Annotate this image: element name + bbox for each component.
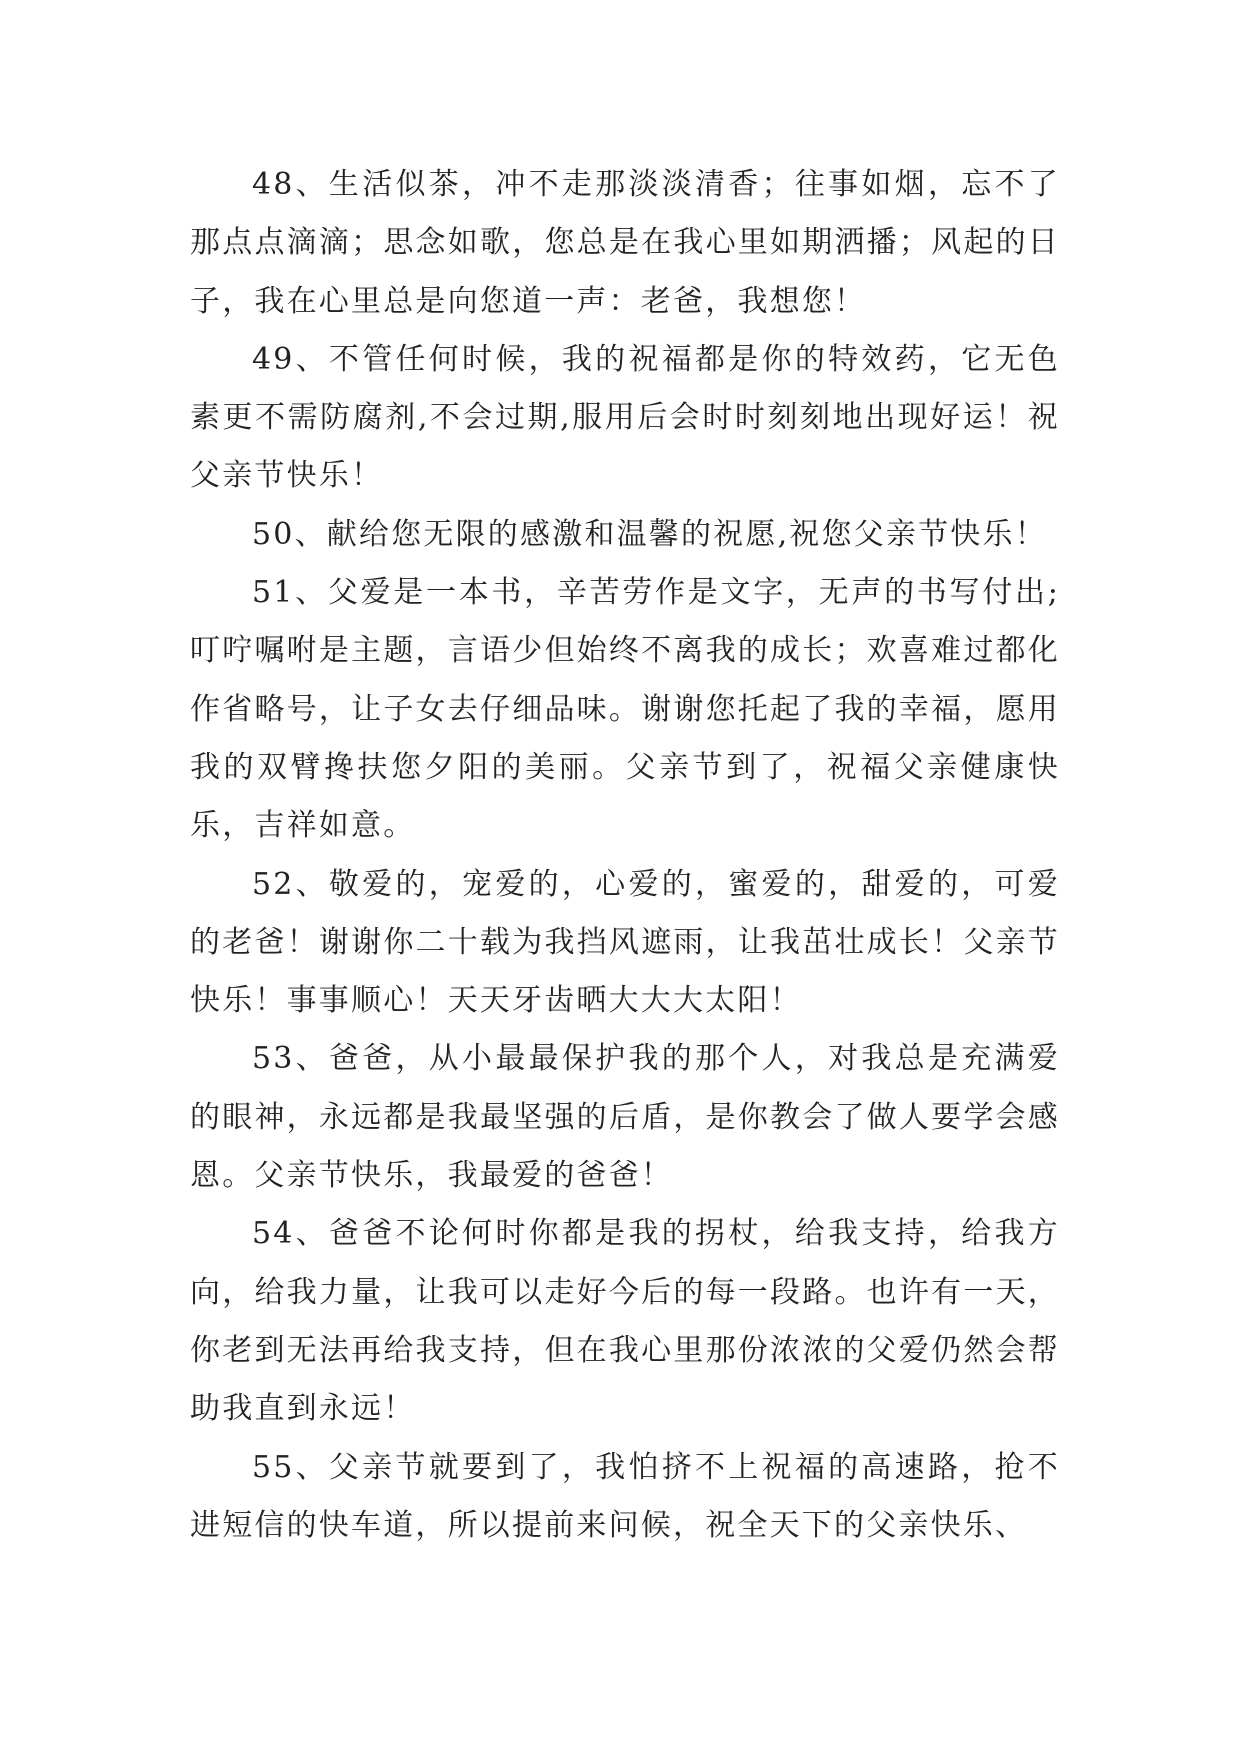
paragraph-52: 52、敬爱的，宠爱的，心爱的，蜜爱的，甜爱的，可爱的老爸！谢谢你二十载为我挡风遮雨，让我茁壮成长！父亲节快乐！事事顺心！天天牙齿晒大大大太阳！: [190, 866, 1060, 1019]
paragraph-51: 51、父爱是一本书，辛苦劳作是文字，无声的书写付出;叮咛嘱咐是主题，言语少但始终不离我的成长；欢喜难过都化作省略号，让子女去仔细品味。谢谢您托起了我的幸福，愿用我的双臂搀扶您夕阳的美丽。父亲节到了，祝福父亲健康快乐，吉祥如意。: [190, 575, 1060, 844]
paragraph-53: 53、爸爸，从小最最保护我的那个人，对我总是充满爱的眼神，永远都是我最坚强的后盾，是你教会了做人要学会感恩。父亲节快乐，我最爱的爸爸！: [190, 1041, 1060, 1194]
paragraph-48: 48、生活似茶，冲不走那淡淡清香；往事如烟，忘不了那点点滴滴；思念如歌，您总是在我心里如期洒播；风起的日子，我在心里总是向您道一声：老爸，我想您！: [190, 167, 1060, 319]
paragraph-55: 55、父亲节就要到了，我怕挤不上祝福的高速路，抢不进短信的快车道，所以提前来问候，祝全天下的父亲快乐、: [190, 1449, 1060, 1543]
document-body: [190, 156, 1060, 1555]
paragraph-50: 50、献给您无限的感激和温馨的祝愿,祝您父亲节快乐！: [252, 516, 1047, 552]
paragraph-49: 49、不管任何时候，我的祝福都是你的特效药，它无色素更不需防腐剂,不会过期,服用后会时时刻刻地出现好运！祝父亲节快乐！: [190, 341, 1060, 494]
paragraph-54: 54、爸爸不论何时你都是我的拐杖，给我支持，给我方向，给我力量，让我可以走好今后的每一段路。也许有一天，你老到无法再给我支持，但在我心里那份浓浓的父爱仍然会帮助我直到永远！: [190, 1216, 1060, 1427]
